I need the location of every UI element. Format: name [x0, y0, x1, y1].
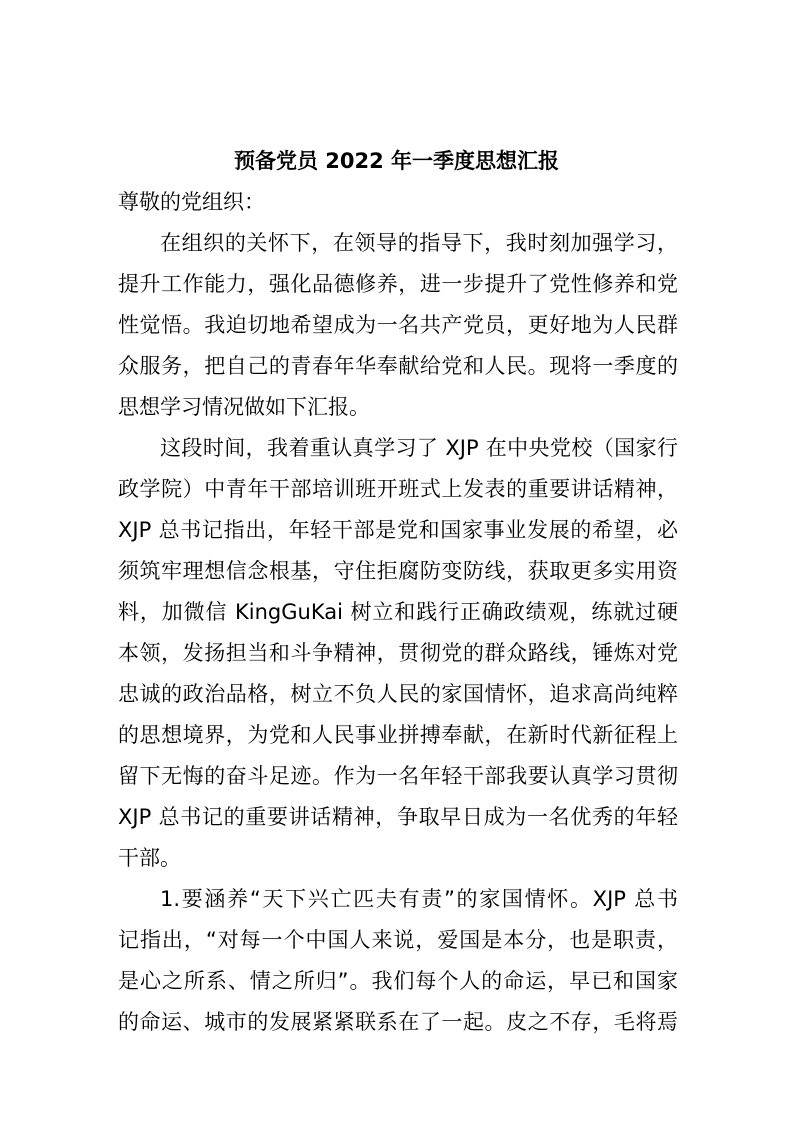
paragraph-line: 的命运、城市的发展紧紧联系在了一起。皮之不存，毛将焉: [118, 1010, 678, 1034]
paragraph-line: XJP 总书记指出，年轻干部是党和国家事业发展的希望，必: [118, 518, 678, 542]
paragraph-line: 这段时间，我着重认真学习了 XJP 在中央党校（国家行: [160, 436, 678, 460]
paragraph-line: 是心之所系、情之所归”。我们每个人的命运，早已和国家: [118, 969, 678, 993]
paragraph-line: 政学院）中青年干部培训班开班式上发表的重要讲话精神，: [118, 477, 678, 501]
paragraph-line: 性觉悟。我迫切地希望成为一名共产党员，更好地为人民群: [118, 313, 678, 337]
paragraph-line: 留下无悔的奋斗足迹。作为一名年轻干部我要认真学习贯彻: [118, 764, 678, 788]
document-title: 预备党员 2022 年一季度思想汇报: [233, 149, 560, 173]
paragraph-line: 记指出，“对每一个中国人来说，爱国是本分，也是职责，: [118, 928, 678, 952]
paragraph-line: 众服务，把自己的青春年华奉献给党和人民。现将一季度的: [118, 354, 678, 378]
paragraph-line: 1.要涵养“天下兴亡匹夫有责”的家国情怀。XJP 总书: [160, 887, 678, 911]
salutation: 尊敬的党组织：: [118, 190, 265, 214]
paragraph-line: XJP 总书记的重要讲话精神，争取早日成为一名优秀的年轻: [118, 805, 678, 829]
paragraph-line: 料，加微信 KingGuKai 树立和践行正确政绩观，练就过硬: [118, 600, 678, 624]
paragraph-line: 干部。: [118, 846, 181, 870]
paragraph-line: 忠诚的政治品格，树立不负人民的家国情怀，追求高尚纯粹: [118, 682, 678, 706]
paragraph-line: 在组织的关怀下，在领导的指导下，我时刻加强学习，: [160, 231, 678, 255]
paragraph-line: 的思想境界，为党和人民事业拼搏奉献，在新时代新征程上: [118, 723, 678, 747]
paragraph-line: 思想学习情况做如下汇报。: [118, 395, 370, 419]
paragraph-line: 提升工作能力，强化品德修养，进一步提升了党性修养和党: [118, 272, 678, 296]
paragraph-line: 须筑牢理想信念根基，守住拒腐防变防线，获取更多实用资: [118, 559, 678, 583]
paragraph-line: 本领，发扬担当和斗争精神，贯彻党的群众路线，锤炼对党: [118, 641, 678, 665]
